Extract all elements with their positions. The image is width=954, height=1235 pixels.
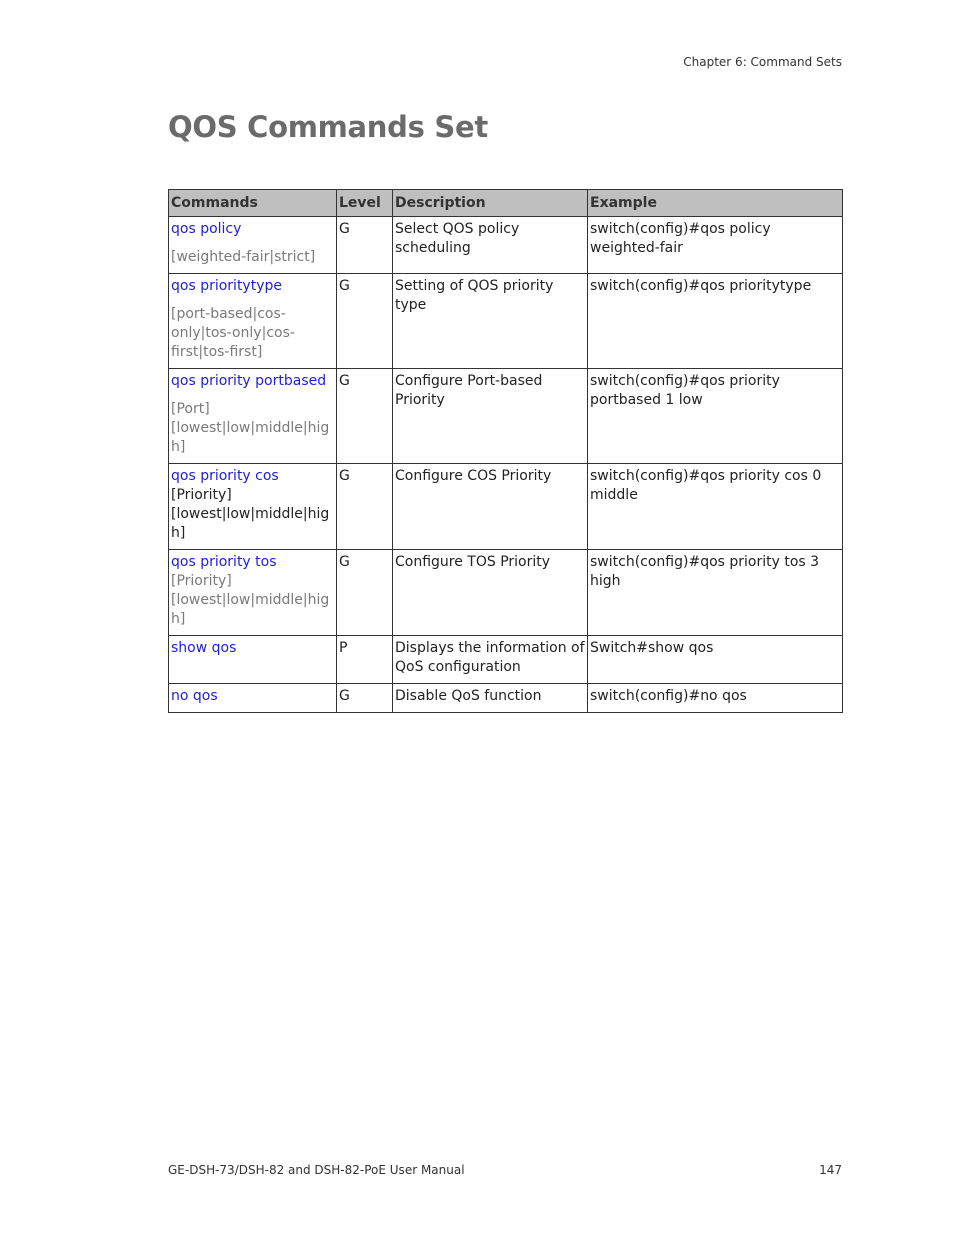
description-cell: Disable QoS function [393, 684, 588, 713]
column-header-level: Level [337, 190, 393, 217]
command-name[interactable]: qos prioritytype [171, 278, 282, 294]
command-cell [169, 684, 337, 713]
command-name[interactable]: qos priority cos [171, 468, 279, 484]
description-cell: Displays the information of QoS configuration [393, 636, 588, 684]
command-args: [Port] [lowest|low|middle|high] [171, 401, 330, 455]
command-args: [Priority][lowest|low|middle|high] [171, 487, 330, 541]
column-header-description: Description [393, 190, 588, 217]
command-args: [weighted-fair|strict] [171, 249, 316, 265]
table-header-row [169, 190, 843, 217]
page-number: 147 [819, 1163, 842, 1177]
table-row [169, 636, 843, 684]
description-cell: Setting of QOS priority type [393, 274, 588, 369]
example-cell: switch(config)#qos priority portbased 1 low [588, 369, 843, 464]
table-row [169, 369, 843, 464]
command-name[interactable]: qos priority tos [171, 554, 277, 570]
example-cell: switch(config)#qos prioritytype [588, 274, 843, 369]
command-name[interactable]: no qos [171, 688, 218, 704]
chapter-header: Chapter 6: Command Sets [683, 55, 842, 69]
table-row [169, 550, 843, 636]
command-name[interactable]: qos priority portbased [171, 373, 327, 389]
table-row [169, 217, 843, 274]
command-cell [169, 274, 337, 369]
command-cell [169, 464, 337, 550]
column-header-example: Example [588, 190, 843, 217]
table-row [169, 684, 843, 713]
page-title: QOS Commands Set [168, 110, 488, 144]
qos-commands-table [168, 189, 843, 713]
level-cell: G [337, 464, 393, 550]
description-cell: Select QOS policy scheduling [393, 217, 588, 274]
command-cell [169, 550, 337, 636]
footer-manual-title: GE-DSH-73/DSH-82 and DSH-82-PoE User Manual [168, 1163, 465, 1177]
example-cell: switch(config)#qos priority tos 3 high [588, 550, 843, 636]
description-cell: Configure Port-based Priority [393, 369, 588, 464]
command-name[interactable]: qos policy [171, 221, 242, 237]
level-cell: G [337, 274, 393, 369]
command-cell [169, 369, 337, 464]
level-cell: G [337, 369, 393, 464]
command-args: [port-based|cos-only|tos-only|cos-first|tos-first] [171, 306, 295, 360]
description-cell: Configure TOS Priority [393, 550, 588, 636]
description-cell: Configure COS Priority [393, 464, 588, 550]
example-cell: Switch#show qos [588, 636, 843, 684]
command-args: [Priority][lowest|low|middle|high] [171, 573, 330, 627]
command-cell [169, 636, 337, 684]
level-cell: P [337, 636, 393, 684]
level-cell: G [337, 550, 393, 636]
level-cell: G [337, 684, 393, 713]
command-cell [169, 217, 337, 274]
example-cell: switch(config)#no qos [588, 684, 843, 713]
column-header-commands: Commands [169, 190, 337, 217]
table-row [169, 274, 843, 369]
command-name[interactable]: show qos [171, 640, 237, 656]
table-row [169, 464, 843, 550]
example-cell: switch(config)#qos policy weighted-fair [588, 217, 843, 274]
level-cell: G [337, 217, 393, 274]
example-cell: switch(config)#qos priority cos 0 middle [588, 464, 843, 550]
